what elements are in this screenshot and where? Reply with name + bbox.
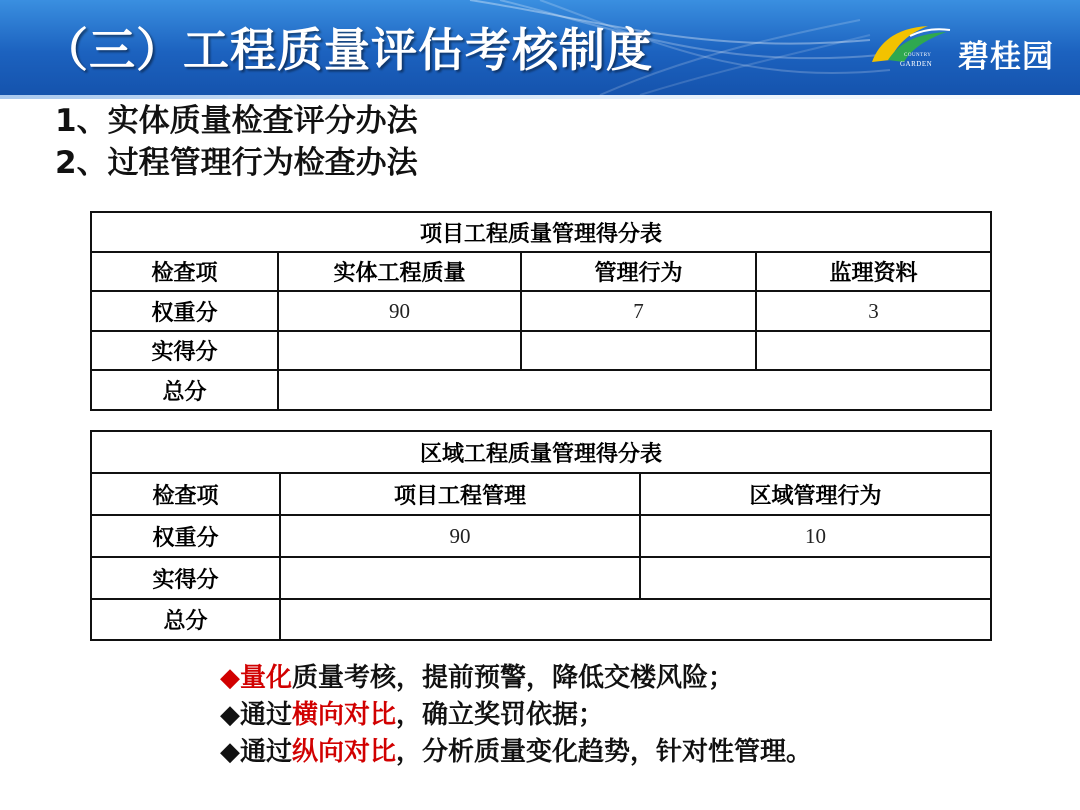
method-item-2: 2、过程管理行为检查办法	[55, 145, 418, 181]
actual-score-cell	[280, 557, 640, 599]
note-text: ，确立奖罚依据；	[396, 700, 605, 730]
row-label-total: 总分	[91, 370, 278, 410]
summary-notes	[220, 660, 812, 771]
total-score-cell	[280, 599, 991, 640]
logo-garden-text: GARDEN	[900, 60, 933, 68]
diamond-bullet-icon: ◆	[220, 700, 240, 730]
method-list	[55, 100, 418, 184]
column-header: 区域管理行为	[640, 473, 991, 515]
actual-score-cell	[278, 331, 521, 370]
page-title: （三）工程质量评估考核制度	[42, 23, 653, 77]
row-label-actual-score: 实得分	[91, 331, 278, 370]
project-table-title: 项目工程质量管理得分表	[91, 212, 991, 252]
diamond-bullet-icon: ◆	[220, 737, 240, 767]
region-score-table	[90, 430, 992, 641]
row-label-actual-score: 实得分	[91, 557, 280, 599]
note-text: 质量考核，提前预警，降低交楼风险；	[292, 663, 735, 693]
note-text: 通过	[240, 700, 293, 730]
actual-score-cell	[521, 331, 756, 370]
note-text: ，分析质量变化趋势，针对性管理。	[396, 737, 813, 767]
note-line-3	[220, 734, 812, 771]
row-label-weight: 权重分	[91, 515, 280, 557]
note-line-2	[220, 697, 812, 734]
row-label-check-item: 检查项	[91, 252, 278, 291]
logo-chinese-name: 碧桂园	[958, 39, 1054, 75]
logo-country-text: COUNTRY	[904, 53, 932, 58]
company-logo	[866, 20, 1056, 80]
header-divider	[0, 95, 1080, 99]
note-highlight: 横向对比	[292, 700, 397, 730]
note-line-1	[220, 660, 812, 697]
note-highlight: 纵向对比	[292, 737, 397, 767]
note-text: 通过	[240, 737, 293, 767]
weight-cell: 10	[640, 515, 991, 557]
weight-cell: 3	[756, 291, 991, 331]
actual-score-cell	[756, 331, 991, 370]
actual-score-cell	[640, 557, 991, 599]
row-label-total: 总分	[91, 599, 280, 640]
weight-cell: 7	[521, 291, 756, 331]
region-table-title: 区域工程质量管理得分表	[91, 431, 991, 473]
column-header: 项目工程管理	[280, 473, 640, 515]
diamond-bullet-icon: ◆	[220, 663, 240, 693]
method-item-1: 1、实体质量检查评分办法	[55, 103, 418, 139]
column-header: 实体工程质量	[278, 252, 521, 291]
note-highlight: 量化	[240, 663, 293, 693]
column-header: 管理行为	[521, 252, 756, 291]
row-label-check-item: 检查项	[91, 473, 280, 515]
row-label-weight: 权重分	[91, 291, 278, 331]
total-score-cell	[278, 370, 991, 410]
column-header: 监理资料	[756, 252, 991, 291]
weight-cell: 90	[278, 291, 521, 331]
weight-cell: 90	[280, 515, 640, 557]
header-banner	[0, 0, 1080, 95]
project-score-table	[90, 211, 992, 411]
